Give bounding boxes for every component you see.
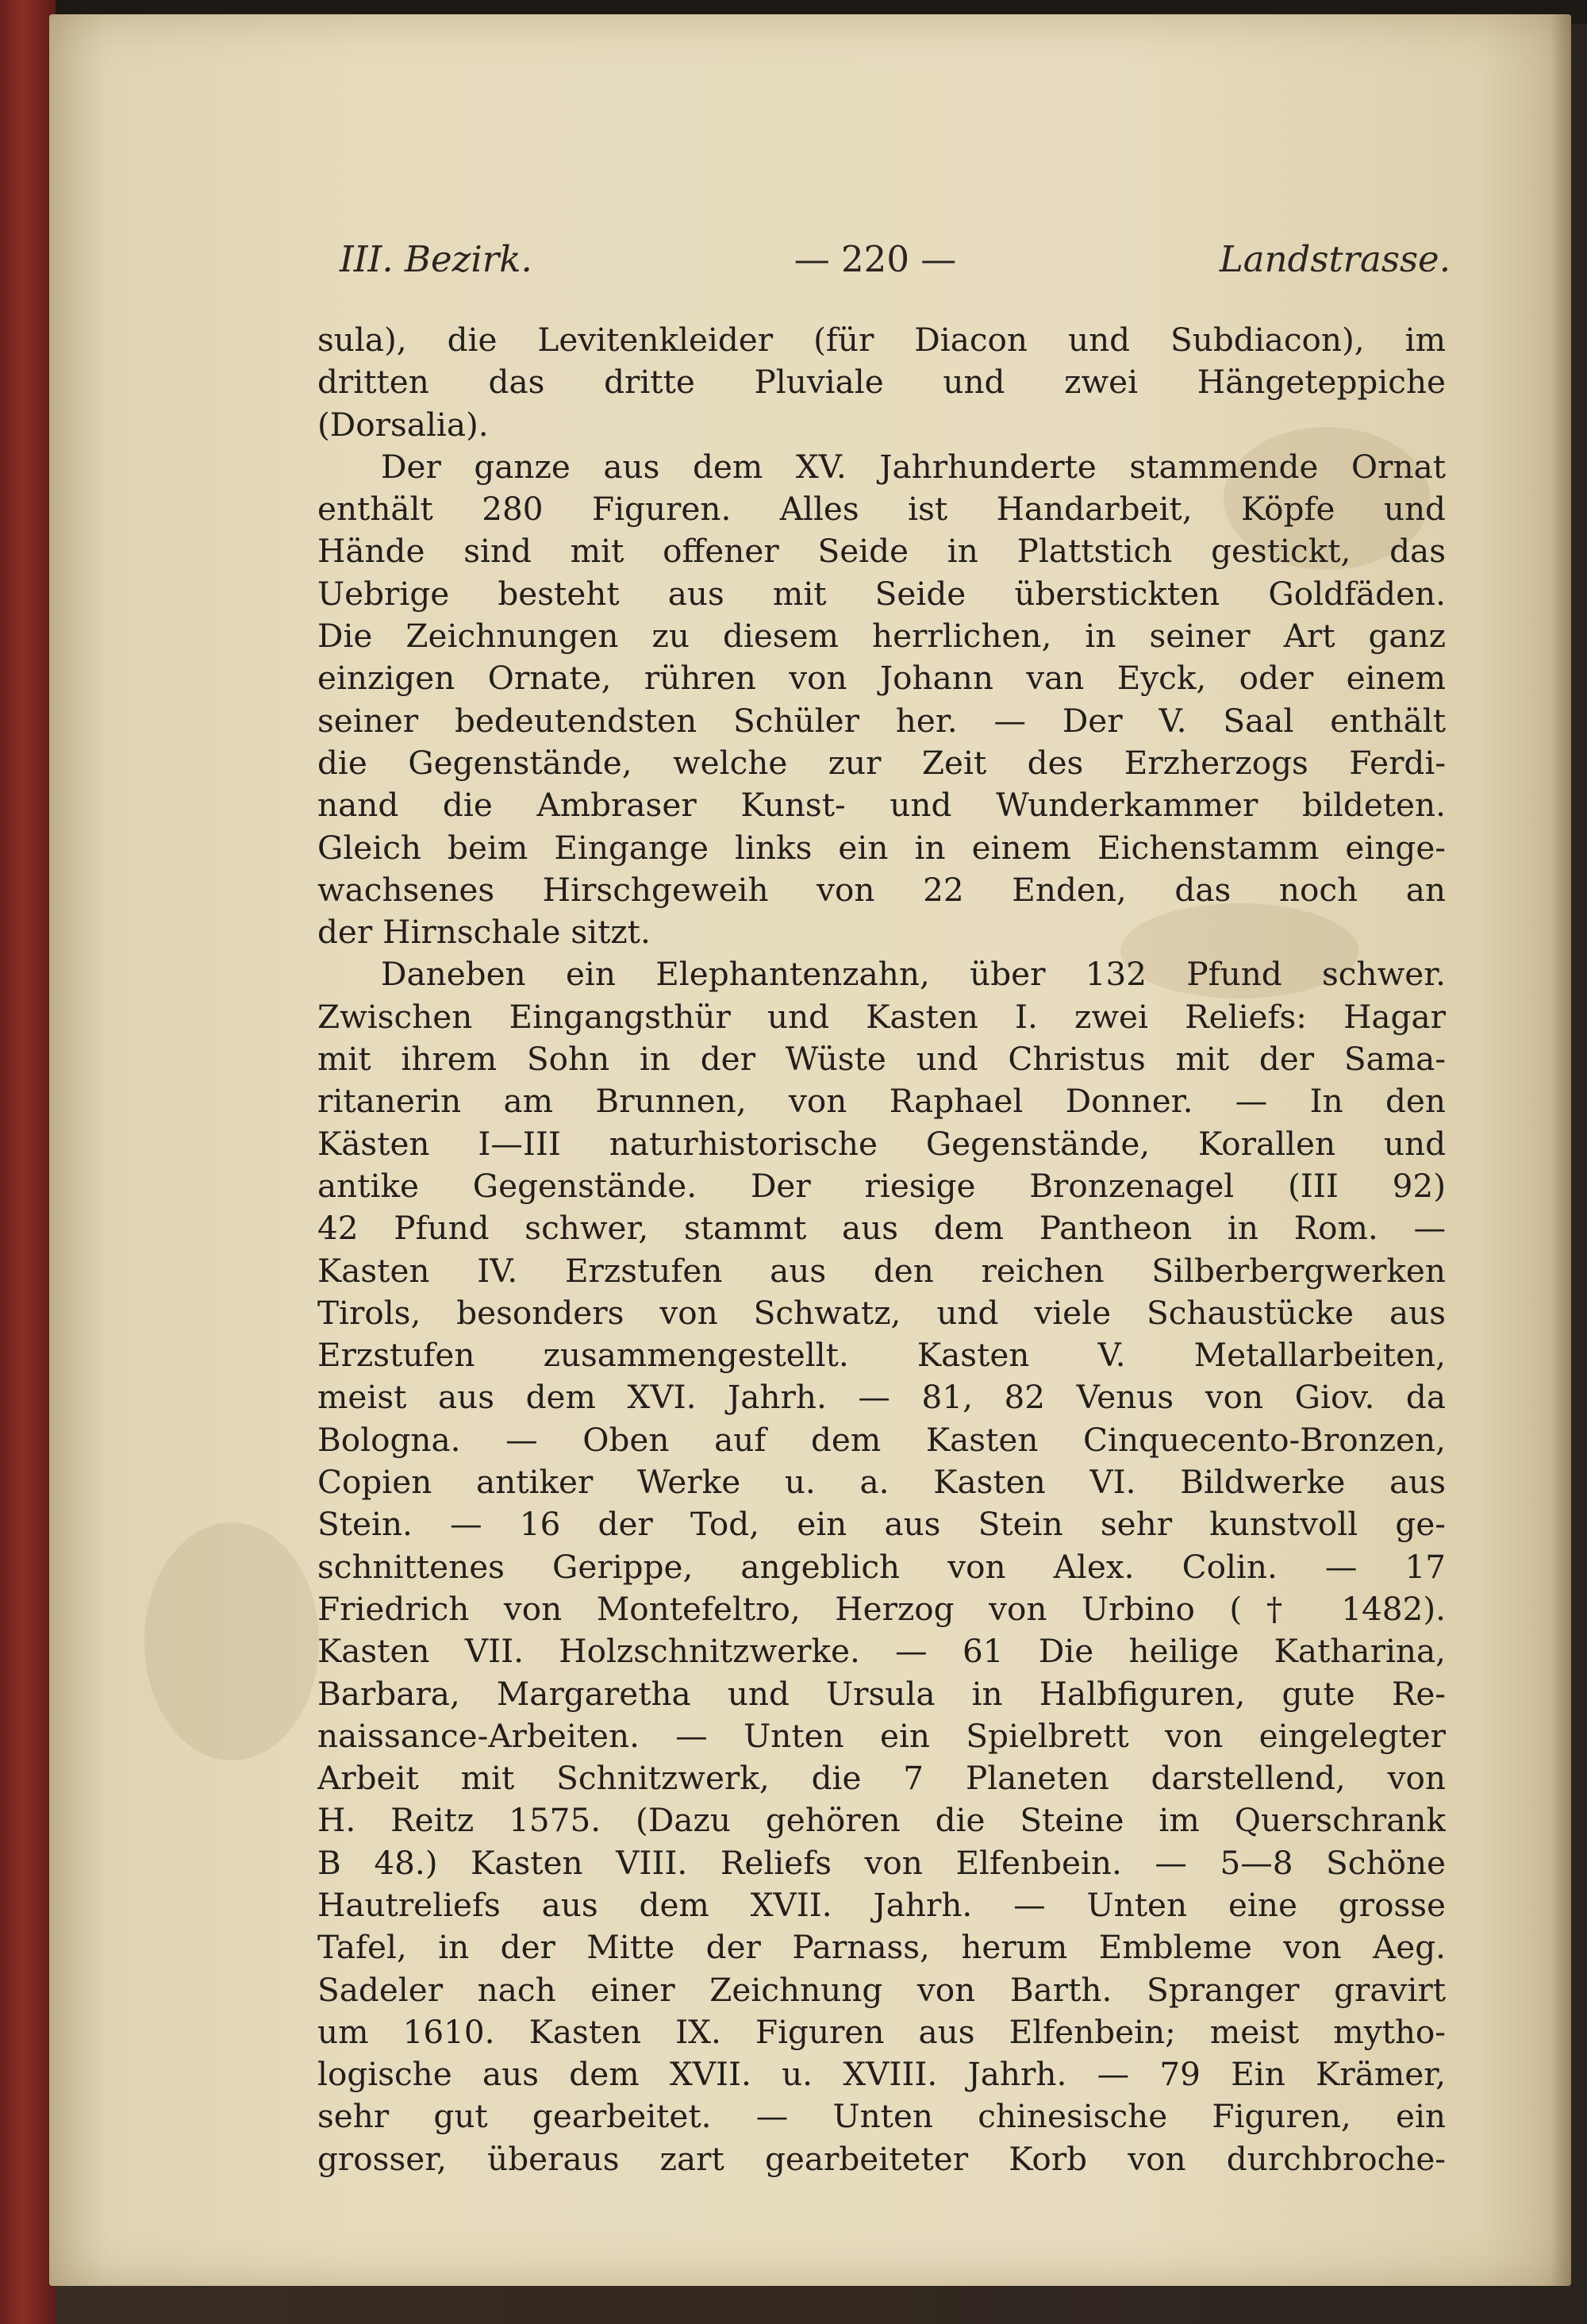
text-line: sula), die Levitenkleider (für Diacon und Subdiacon), im [317,321,1446,359]
text-line: Uebrige besteht aus mit Seide überstickten Goldfäden. [317,574,1446,613]
text-line: Die Zeichnungen zu diesem herrlichen, in seiner Art ganz [317,617,1446,656]
text-line: Barbara, Margaretha und Ursula in Halbfiguren, gute Re- [317,1674,1446,1713]
text-line: logische aus dem XVII. u. XVIII. Jahrh. — 79 Ein Krämer, [317,2055,1446,2094]
text-line: um 1610. Kasten IX. Figuren aus Elfenbein; meist mytho- [317,2012,1446,2051]
book-binding [0,0,56,2324]
text-line: 42 Pfund schwer, stammt aus dem Pantheon in Rom. — [317,1209,1446,1248]
text-line: einzigen Ornate, rühren von Johann van Eyck, oder einem [317,659,1446,698]
text-line: schnittenes Gerippe, angeblich von Alex. Colin. — 17 [317,1547,1446,1586]
text-line: (Dorsalia). [317,405,489,444]
text-line: Arbeit mit Schnitzwerk, die 7 Planeten darstellend, von [317,1759,1446,1798]
text-line: seiner bedeutendsten Schüler her. — Der V. Saal enthält [317,701,1446,740]
text-line: sehr gut gearbeitet. — Unten chinesische Figuren, ein [317,2097,1446,2136]
text-line: Daneben ein Elephantenzahn, über 132 Pfund schwer. [381,955,1446,994]
text-line: ritanerin am Brunnen, von Raphael Donner. — In den [317,1082,1446,1121]
page-number: — 220 — [794,238,957,280]
text-line: der Hirnschale sitzt. [317,913,651,952]
text-line: Kasten IV. Erzstufen aus den reichen Silberbergwerken [317,1251,1446,1290]
text-line: Erzstufen zusammengestellt. Kasten V. Metallarbeiten, [317,1336,1446,1375]
header-street: Landstrasse. [1219,238,1451,280]
text-line: grosser, überaus zart gearbeiteter Korb von durchbroche- [317,2139,1446,2178]
paper-stain [144,1522,319,1760]
text-line: meist aus dem XVI. Jahrh. — 81, 82 Venus von Giov. da [317,1378,1446,1417]
text-line: mit ihrem Sohn in der Wüste und Christus mit der Sama- [317,1040,1446,1079]
text-line: die Gegenstände, welche zur Zeit des Erzherzogs Ferdi- [317,743,1446,782]
text-line: wachsenes Hirschgeweih von 22 Enden, das noch an [317,870,1446,909]
text-line: B 48.) Kasten VIII. Reliefs von Elfenbein. — 5—8 Schöne [317,1843,1446,1882]
text-line: Tafel, in der Mitte der Parnass, herum Embleme von Aeg. [317,1928,1446,1967]
page-body [317,319,1446,2180]
text-line: Der ganze aus dem XV. Jahrhunderte stammende Ornat [381,447,1446,486]
text-line: H. Reitz 1575. (Dazu gehören die Steine im Querschrank [317,1801,1446,1840]
text-line: nand die Ambraser Kunst- und Wunderkammer bildeten. [317,786,1446,825]
header-district: III. Bezirk. [340,238,532,280]
text-line: enthält 280 Figuren. Alles ist Handarbeit, Köpfe und [317,490,1446,529]
running-header [340,238,1451,294]
text-line: Tirols, besonders von Schwatz, und viele Schaustücke aus [317,1293,1446,1332]
text-line: Sadeler nach einer Zeichnung von Barth. Spranger gravirt [317,1970,1446,2009]
text-line: Stein. — 16 der Tod, ein aus Stein sehr kunstvoll ge- [317,1505,1446,1544]
text-line: antike Gegenstände. Der riesige Bronzenagel (III 92) [317,1166,1446,1205]
text-line: Hautreliefs aus dem XVII. Jahrh. — Unten eine grosse [317,1885,1446,1924]
text-line: Zwischen Eingangsthür und Kasten I. zwei Reliefs: Hagar [317,997,1446,1036]
text-line: naissance-Arbeiten. — Unten ein Spielbrett von eingelegter [317,1716,1446,1755]
page-edge-shadow [1550,14,1571,2286]
text-line: dritten das dritte Pluviale und zwei Hängeteppiche [317,363,1446,402]
text-line: Bologna. — Oben auf dem Kasten Cinquecento-Bronzen, [317,1420,1446,1459]
text-line: Kasten VII. Holzschnitzwerke. — 61 Die heilige Katharina, [317,1632,1446,1671]
text-line: Hände sind mit offener Seide in Plattstich gestickt, das [317,532,1446,571]
text-line: Gleich beim Eingange links ein in einem Eichenstamm einge- [317,828,1446,867]
text-line: Friedrich von Montefeltro, Herzog von Urbino († 1482). [317,1589,1446,1628]
text-line: Copien antiker Werke u. a. Kasten VI. Bildwerke aus [317,1463,1446,1502]
text-line: Kästen I—III naturhistorische Gegenstände, Korallen und [317,1124,1446,1163]
